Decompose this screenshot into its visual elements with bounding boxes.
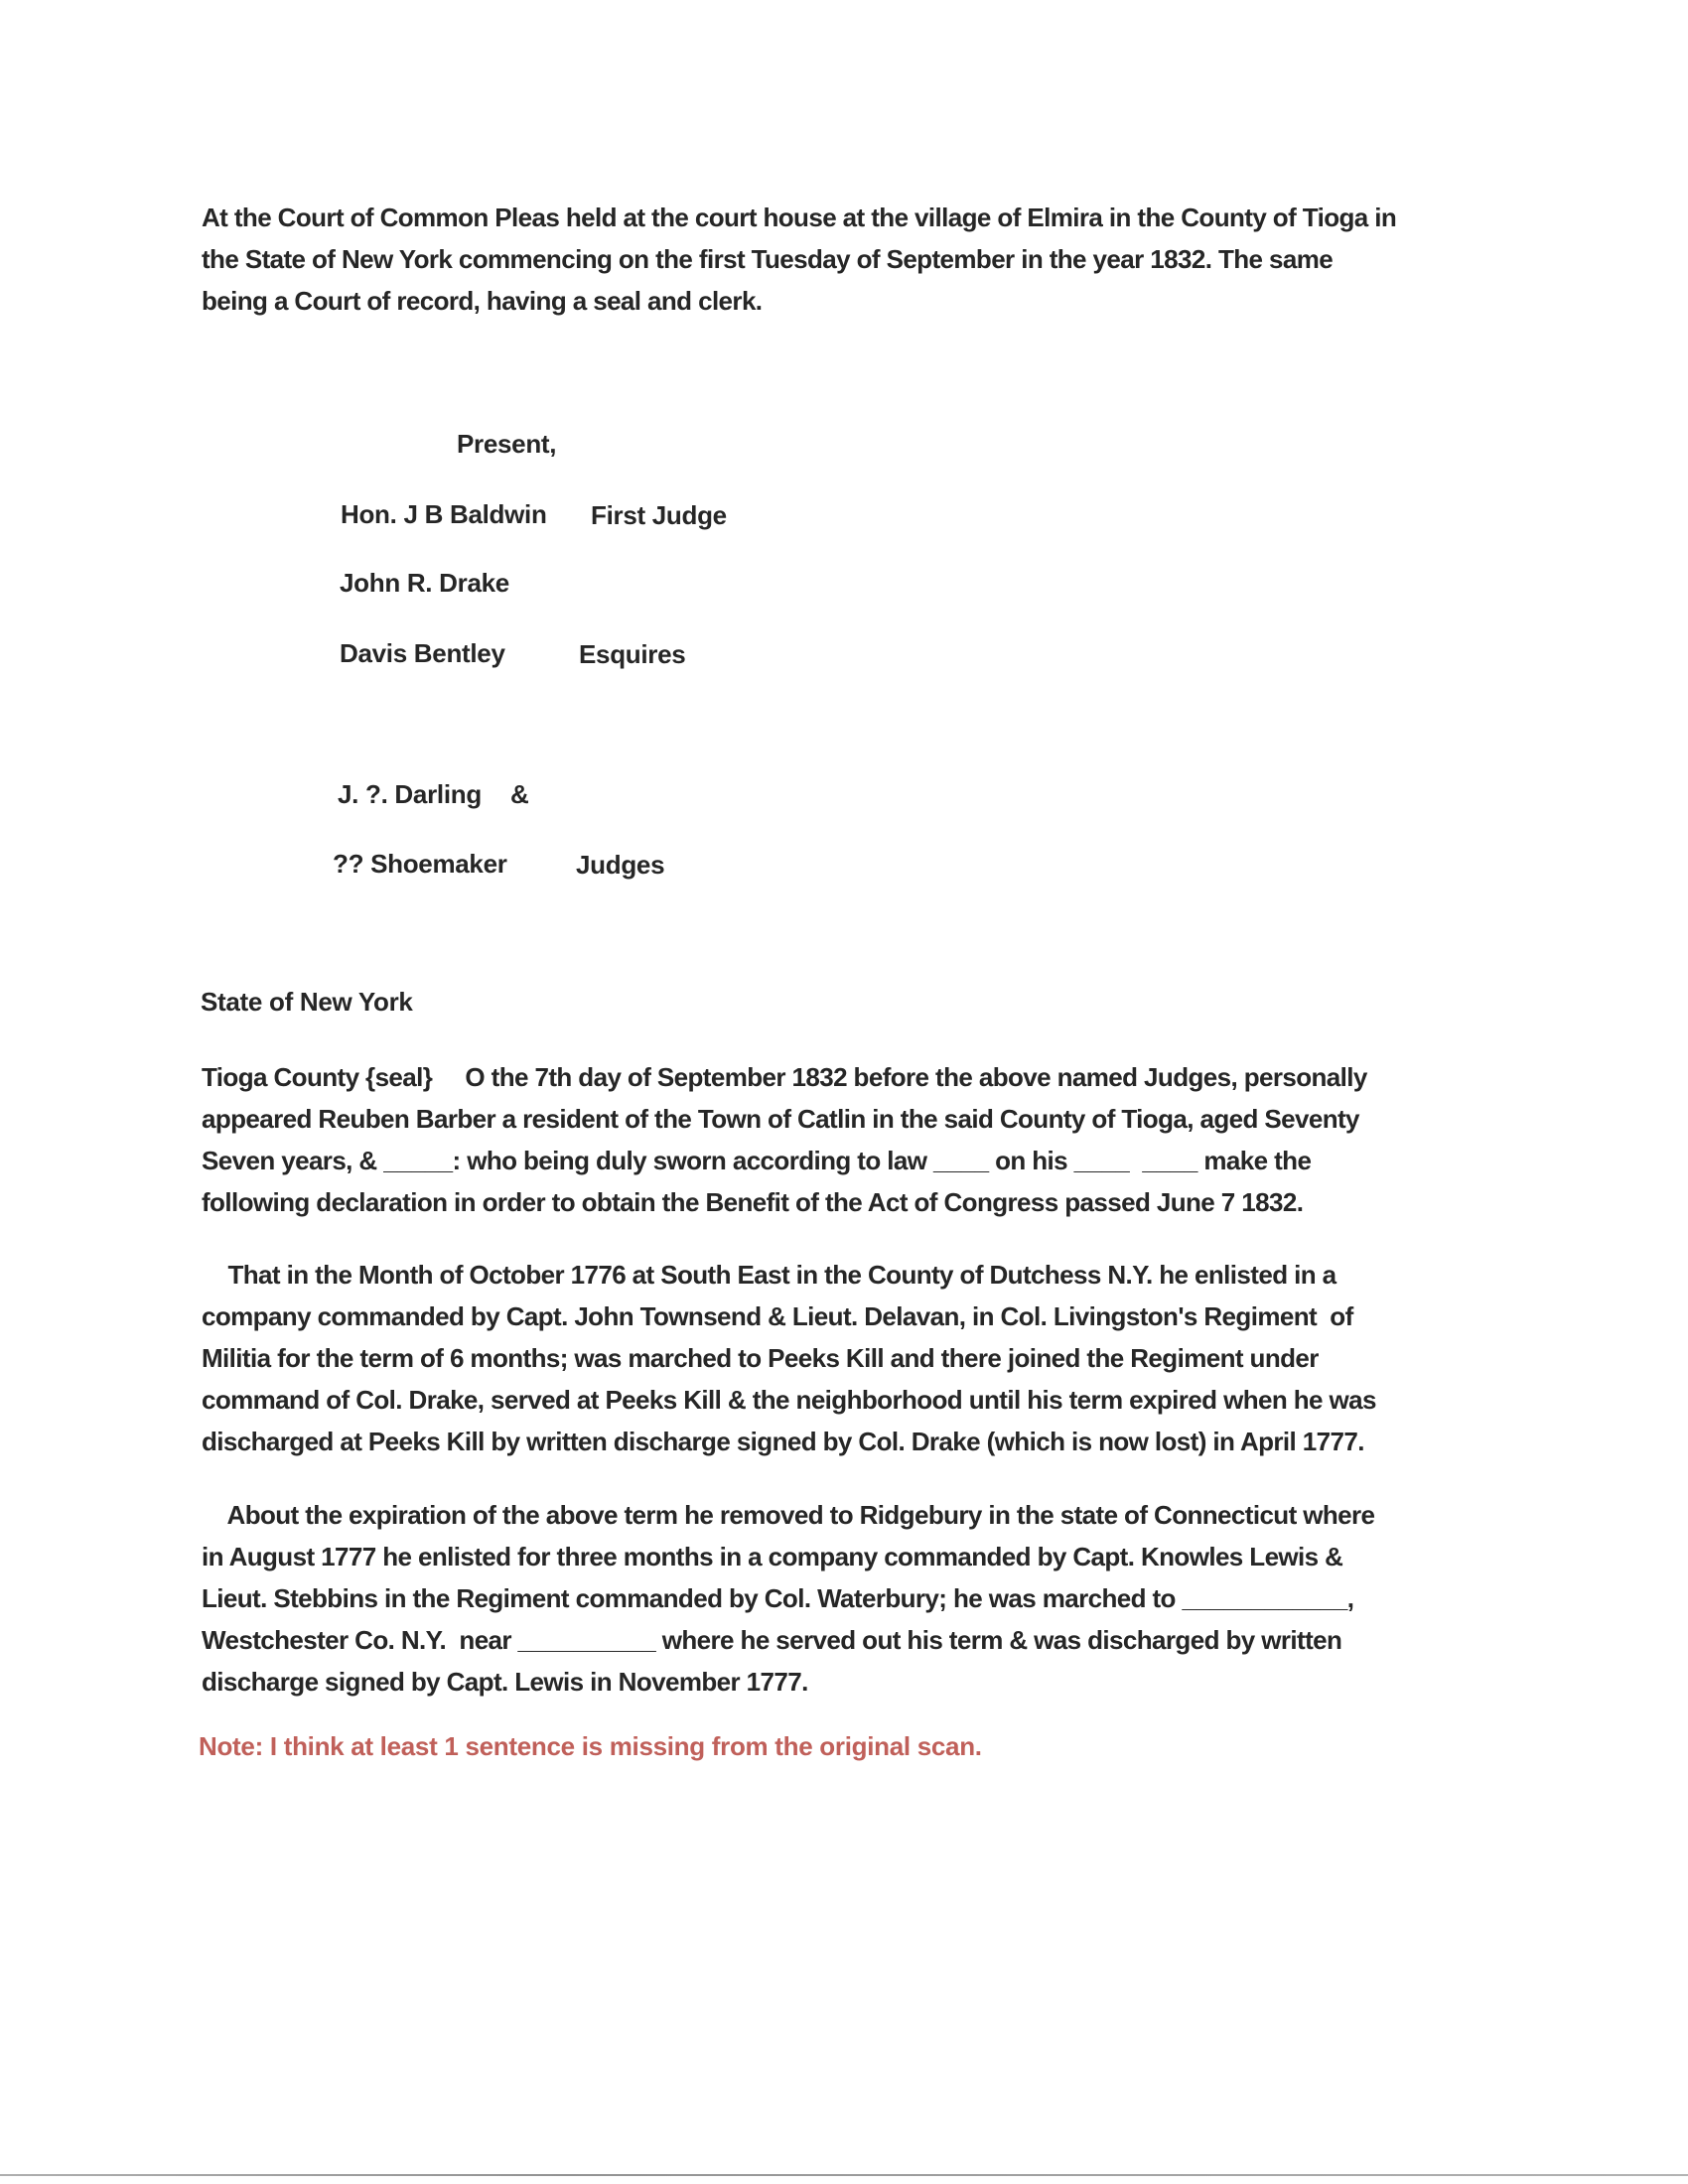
judge-name: Davis Bentley (340, 638, 505, 668)
service-line: in August 1777 he enlisted for three months in a company commanded by Capt. Knowles Lewis & (202, 1542, 1343, 1571)
service-line: discharged at Peeks Kill by written discharge signed by Col. Drake (which is now lost) in April 1777. (202, 1427, 1364, 1456)
intro-line: the State of New York commencing on the first Tuesday of September in the year 1832. The same (202, 244, 1334, 274)
declaration-line: Tioga County {seal} O the 7th day of September 1832 before the above named Judges, personally (202, 1062, 1367, 1092)
service-line: Militia for the term of 6 months; was marched to Peeks Kill and there joined the Regiment under (202, 1343, 1319, 1373)
declaration-line: following declaration in order to obtain the Benefit of the Act of Congress passed June 7 1832. (202, 1187, 1304, 1217)
judge-name: ?? Shoemaker (333, 849, 507, 879)
declaration-line: Seven years, & _____: who being duly sworn according to law ____ on his ____ ____ make the (202, 1146, 1312, 1175)
intro-paragraph (202, 197, 1522, 322)
intro-line: At the Court of Common Pleas held at the court house at the village of Elmira in the County of Tioga in (202, 203, 1397, 232)
judge-name: J. ?. Darling (338, 779, 482, 809)
service-line: discharge signed by Capt. Lewis in November 1777. (202, 1667, 808, 1697)
judge-name: Hon. J B Baldwin (341, 499, 547, 529)
editor-note: Note: I think at least 1 sentence is missing from the original scan. (199, 1731, 982, 1761)
intro-line: being a Court of record, having a seal and clerk. (202, 286, 763, 316)
venue-state: State of New York (201, 987, 413, 1017)
service-line: company commanded by Capt. John Townsend & Lieut. Delavan, in Col. Livingston's Regiment of (202, 1301, 1353, 1331)
judge-title: Judges (576, 850, 665, 880)
present-heading: Present, (457, 429, 557, 459)
declaration-line: appeared Reuben Barber a resident of the Town of Catlin in the said County of Tioga, aged Seventy (202, 1104, 1359, 1134)
service-1777-paragraph (202, 1494, 1522, 1703)
service-line: That in the Month of October 1776 at South East in the County of Dutchess N.Y. he enlisted in a (202, 1260, 1336, 1290)
service-1776-paragraph (202, 1254, 1522, 1462)
judge-title: Esquires (579, 639, 686, 669)
service-line: About the expiration of the above term he removed to Ridgebury in the state of Connecticut where (202, 1500, 1375, 1530)
judge-title: & (510, 779, 529, 809)
judge-title: First Judge (591, 500, 727, 530)
service-line: command of Col. Drake, served at Peeks Kill & the neighborhood until his term expired when he was (202, 1385, 1376, 1415)
judge-name: John R. Drake (340, 568, 509, 598)
scan-edge-line (0, 2174, 1688, 2176)
service-line: Lieut. Stebbins in the Regiment commanded by Col. Waterbury; he was marched to ____________, (202, 1583, 1354, 1613)
service-line: Westchester Co. N.Y. near __________ where he served out his term & was discharged by written (202, 1625, 1342, 1655)
declaration-paragraph (202, 1056, 1522, 1223)
